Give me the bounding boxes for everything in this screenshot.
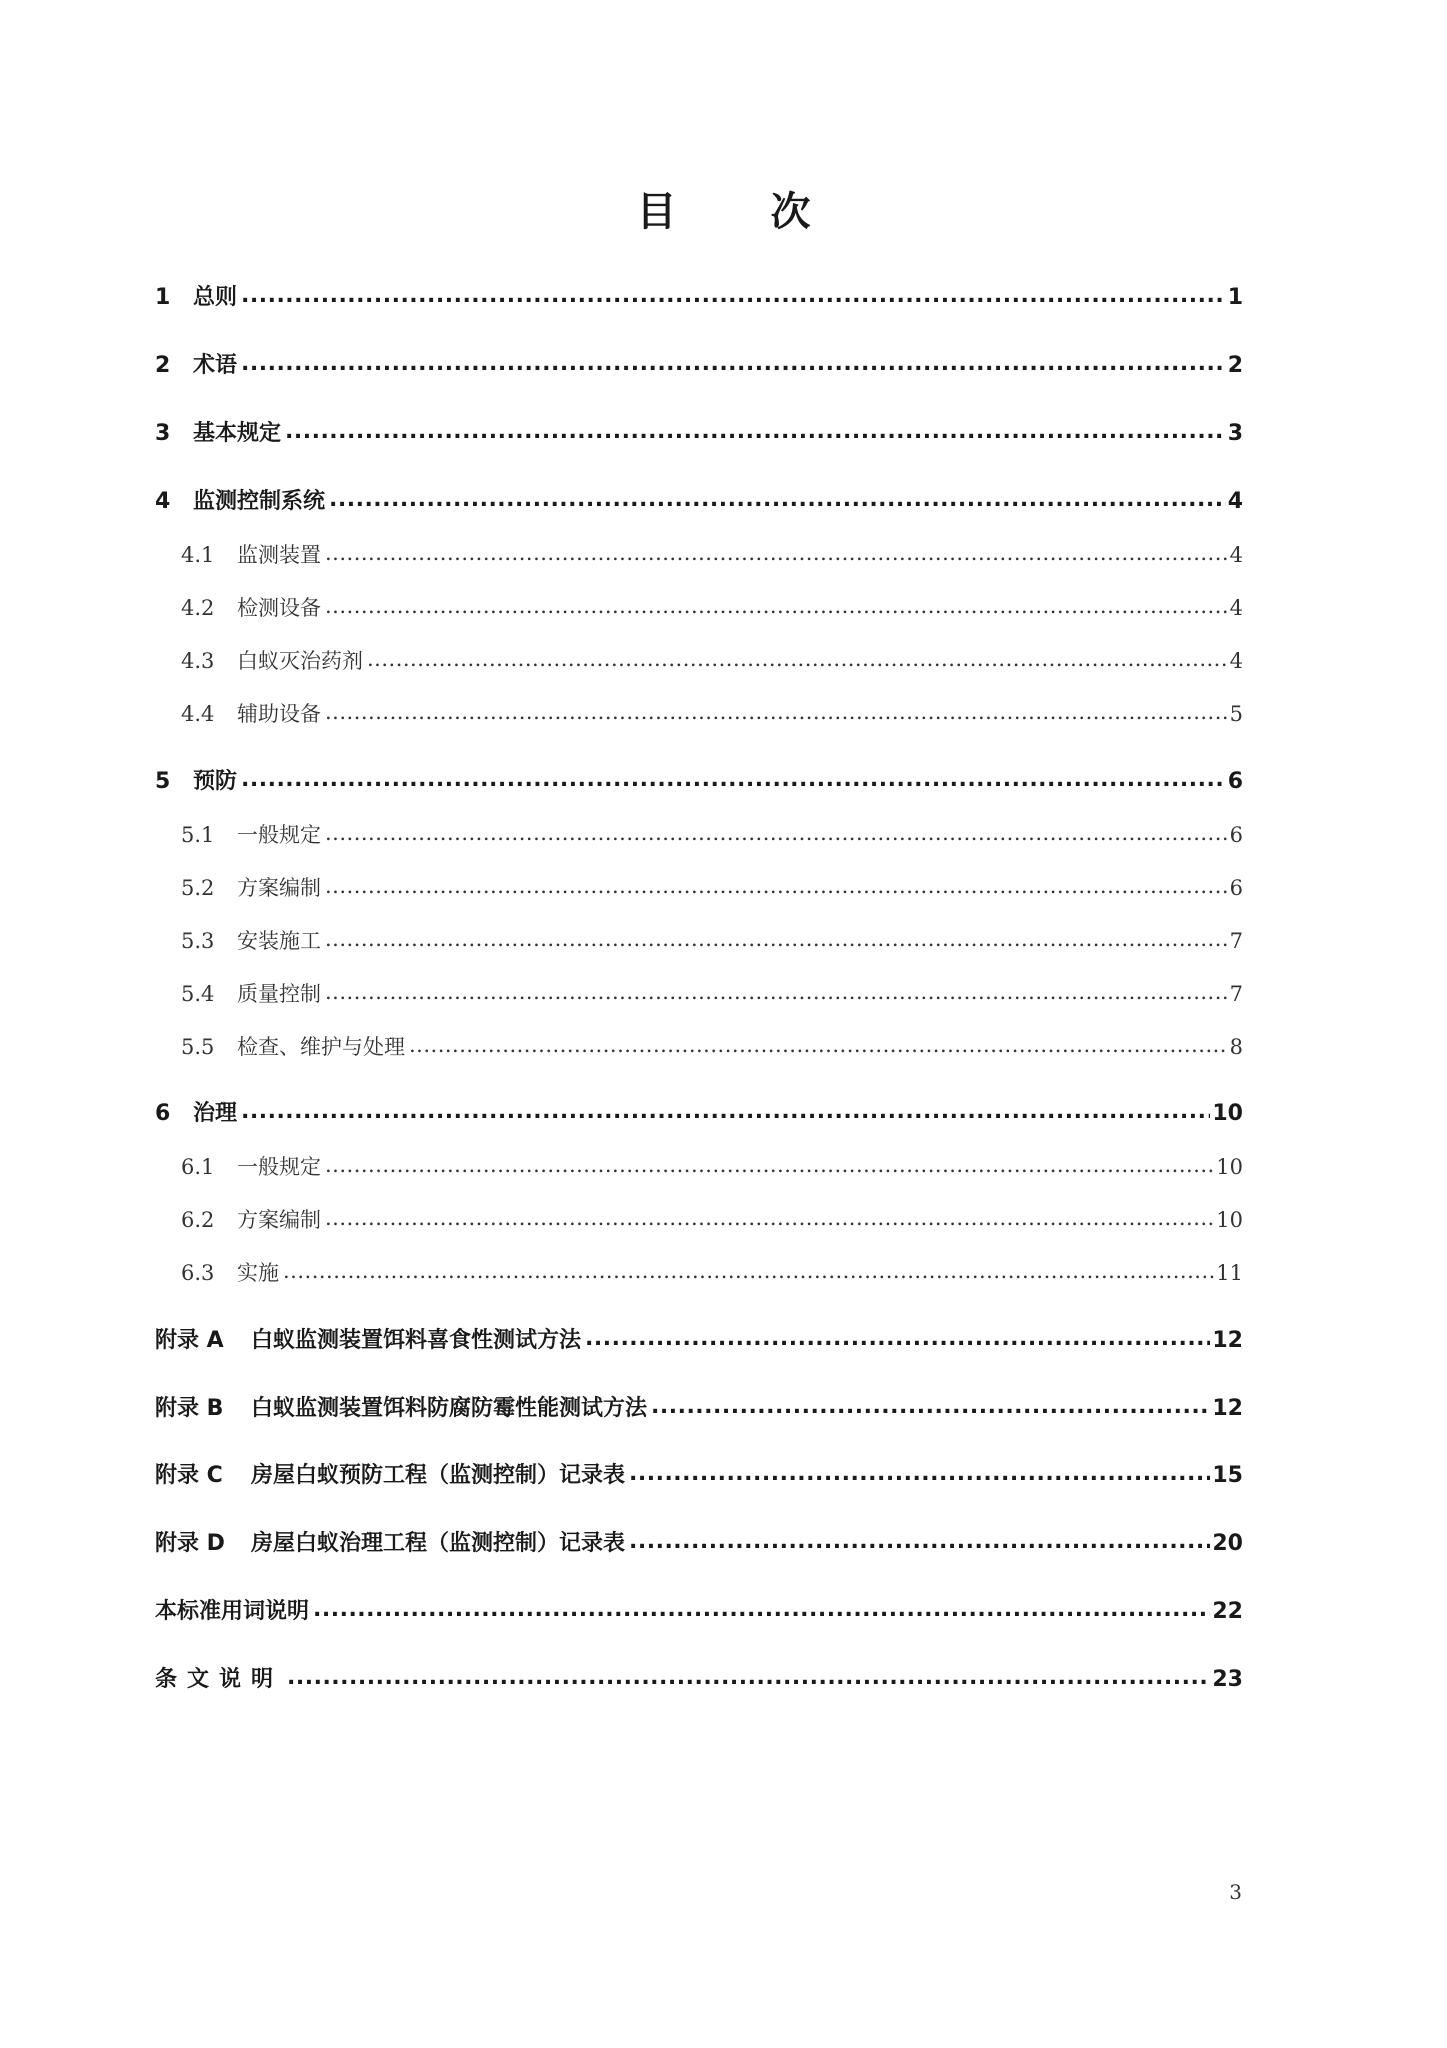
- toc-entry-label: 白蚁灭治药剂: [237, 649, 363, 673]
- toc-entry-number: 5.4: [181, 982, 215, 1006]
- toc-entry-number: 4.1: [181, 543, 215, 567]
- toc-entry-number: 2: [155, 353, 171, 378]
- toc-entry-label: 方案编制: [237, 876, 321, 900]
- toc-leader-dots: [585, 1321, 1210, 1357]
- toc-leader-dots: [367, 641, 1228, 677]
- toc-entry[interactable]: [155, 484, 1243, 520]
- toc-appendix-entry[interactable]: [155, 1458, 1243, 1494]
- toc-entry-number: 6.3: [181, 1261, 215, 1285]
- toc-entry-number: 附录 C: [155, 1463, 223, 1488]
- toc-leader-dots: [629, 1456, 1210, 1492]
- toc-entry-label: 实施: [237, 1261, 279, 1285]
- toc-entry-label: 一般规定: [237, 823, 321, 847]
- toc-leader-dots: [325, 815, 1228, 851]
- toc-entry-label: 监测装置: [237, 543, 321, 567]
- toc-entry-number: 5.1: [181, 823, 215, 847]
- toc-entry[interactable]: [155, 1096, 1243, 1132]
- toc-appendix-entry[interactable]: [155, 1526, 1243, 1562]
- toc-subentry[interactable]: [155, 696, 1243, 732]
- toc-entry-number: 3: [155, 421, 171, 446]
- toc-entry-number: 5.3: [181, 929, 215, 953]
- toc-entry-label: 监测控制系统: [193, 489, 326, 514]
- toc-entry-page: 4: [1229, 543, 1243, 567]
- toc-leader-dots: [325, 1200, 1214, 1236]
- toc-leader-dots: [325, 694, 1228, 730]
- toc-entry-page: 10: [1212, 1101, 1243, 1126]
- page-number: 3: [1229, 1880, 1242, 1904]
- toc-leader-dots: [629, 1524, 1210, 1560]
- toc-leader-dots: [325, 921, 1228, 957]
- toc-entry-label: 总则: [193, 285, 238, 310]
- toc-entry-number: 5.2: [181, 876, 215, 900]
- toc-entry-page: 6: [1229, 876, 1243, 900]
- toc-leader-dots: [241, 762, 1226, 798]
- toc-entry-label: 本标准用词说明: [155, 1599, 310, 1624]
- toc-entry-label: 一般规定: [237, 1155, 321, 1179]
- toc-subentry[interactable]: [155, 590, 1243, 626]
- toc-leader-dots: [285, 414, 1226, 450]
- toc-leader-dots: [283, 1253, 1214, 1289]
- toc-entry-label: 检测设备: [237, 596, 321, 620]
- toc-entry-terms-explanation[interactable]: [155, 1594, 1243, 1630]
- toc-subentry[interactable]: [155, 1202, 1243, 1238]
- toc-entry-number: 5.5: [181, 1035, 215, 1059]
- toc-entry[interactable]: [155, 764, 1243, 800]
- toc-entry-page: 7: [1229, 982, 1243, 1006]
- toc-entry-label: 安装施工: [237, 929, 321, 953]
- toc-entry-number: 4.2: [181, 596, 215, 620]
- toc-entry-label: 基本规定: [193, 421, 282, 446]
- toc-entry-page: 6: [1229, 823, 1243, 847]
- toc-entry-label: 方案编制: [237, 1208, 321, 1232]
- toc-entry[interactable]: [155, 280, 1243, 316]
- toc-subentry[interactable]: [155, 976, 1243, 1012]
- toc-leader-dots: [287, 1660, 1210, 1696]
- toc-entry-page: 23: [1212, 1667, 1243, 1692]
- toc-leader-dots: [325, 588, 1228, 624]
- toc-entry-page: 15: [1212, 1463, 1243, 1488]
- toc-entry-number: 6: [155, 1101, 171, 1126]
- toc-entry-page: 4: [1229, 596, 1243, 620]
- toc-leader-dots: [241, 346, 1226, 382]
- toc-entry[interactable]: [155, 416, 1243, 452]
- toc-entry-number: 4.4: [181, 702, 215, 726]
- toc-entry-number: 附录 D: [155, 1531, 225, 1556]
- toc-entry-label: 质量控制: [237, 982, 321, 1006]
- toc-entry-number: 1: [155, 285, 171, 310]
- toc-entry-page: 1: [1227, 285, 1243, 310]
- toc-entry-label: 白蚁监测装置饵料防腐防霉性能测试方法: [251, 1396, 648, 1421]
- toc-subentry[interactable]: [155, 537, 1243, 573]
- toc-subentry[interactable]: [155, 1029, 1243, 1065]
- toc-entry-page: 22: [1212, 1599, 1243, 1624]
- toc-entry-number: 附录 A: [155, 1328, 224, 1353]
- toc-entry-page: 7: [1229, 929, 1243, 953]
- toc-entry-page: 12: [1212, 1396, 1243, 1421]
- toc-appendix-entry[interactable]: [155, 1323, 1243, 1359]
- toc-entry-page: 20: [1212, 1531, 1243, 1556]
- toc-entry-number: 4.3: [181, 649, 215, 673]
- toc-entry-number: 5: [155, 769, 171, 794]
- toc-leader-dots: [325, 535, 1228, 571]
- toc-entry-clause-explanation[interactable]: [155, 1662, 1243, 1698]
- toc-leader-dots: [409, 1027, 1228, 1063]
- toc-subentry[interactable]: [155, 817, 1243, 853]
- toc-entry-page: 10: [1216, 1155, 1243, 1179]
- toc-leader-dots: [325, 1147, 1214, 1183]
- toc-entry-page: 10: [1216, 1208, 1243, 1232]
- page-title: 目 次: [636, 189, 851, 235]
- toc-entry-page: 12: [1212, 1328, 1243, 1353]
- toc-leader-dots: [325, 868, 1228, 904]
- toc-subentry[interactable]: [155, 1149, 1243, 1185]
- toc-entry-label: 房屋白蚁治理工程（监测控制）记录表: [251, 1531, 626, 1556]
- toc-entry-page: 6: [1227, 769, 1243, 794]
- toc-entry-page: 11: [1216, 1261, 1243, 1285]
- toc-subentry[interactable]: [155, 1255, 1243, 1291]
- toc-entry-label: 治理: [193, 1101, 238, 1126]
- toc-entry-number: 6.2: [181, 1208, 215, 1232]
- toc-leader-dots: [241, 278, 1226, 314]
- toc-entry-label: 白蚁监测装置饵料喜食性测试方法: [251, 1328, 582, 1353]
- toc-leader-dots: [329, 482, 1226, 518]
- toc-entry-page: 4: [1229, 649, 1243, 673]
- toc-entry-number: 4: [155, 489, 171, 514]
- toc-entry-label: 术语: [193, 353, 238, 378]
- toc-entry-number: 6.1: [181, 1155, 215, 1179]
- toc-entry-label: 预防: [193, 769, 238, 794]
- toc-leader-dots: [313, 1592, 1210, 1628]
- toc-entry-page: 2: [1227, 353, 1243, 378]
- toc-entry-page: 3: [1227, 421, 1243, 446]
- toc-subentry[interactable]: [155, 643, 1243, 679]
- toc-entry-page: 5: [1229, 702, 1243, 726]
- toc-leader-dots: [241, 1094, 1210, 1130]
- toc-leader-dots: [325, 974, 1228, 1010]
- toc-entry-number: 附录 B: [155, 1396, 224, 1421]
- toc-appendix-entry[interactable]: [155, 1391, 1243, 1427]
- toc-leader-dots: [651, 1389, 1210, 1425]
- toc-entry-page: 8: [1229, 1035, 1243, 1059]
- toc-subentry[interactable]: [155, 923, 1243, 959]
- toc-entry-label: 条文说明: [155, 1667, 284, 1692]
- toc-entry[interactable]: [155, 348, 1243, 384]
- toc-entry-label: 房屋白蚁预防工程（监测控制）记录表: [251, 1463, 626, 1488]
- toc-entry-label: 检查、维护与处理: [237, 1035, 405, 1059]
- toc-entry-label: 辅助设备: [237, 702, 321, 726]
- toc-entry-page: 4: [1227, 489, 1243, 514]
- toc-subentry[interactable]: [155, 870, 1243, 906]
